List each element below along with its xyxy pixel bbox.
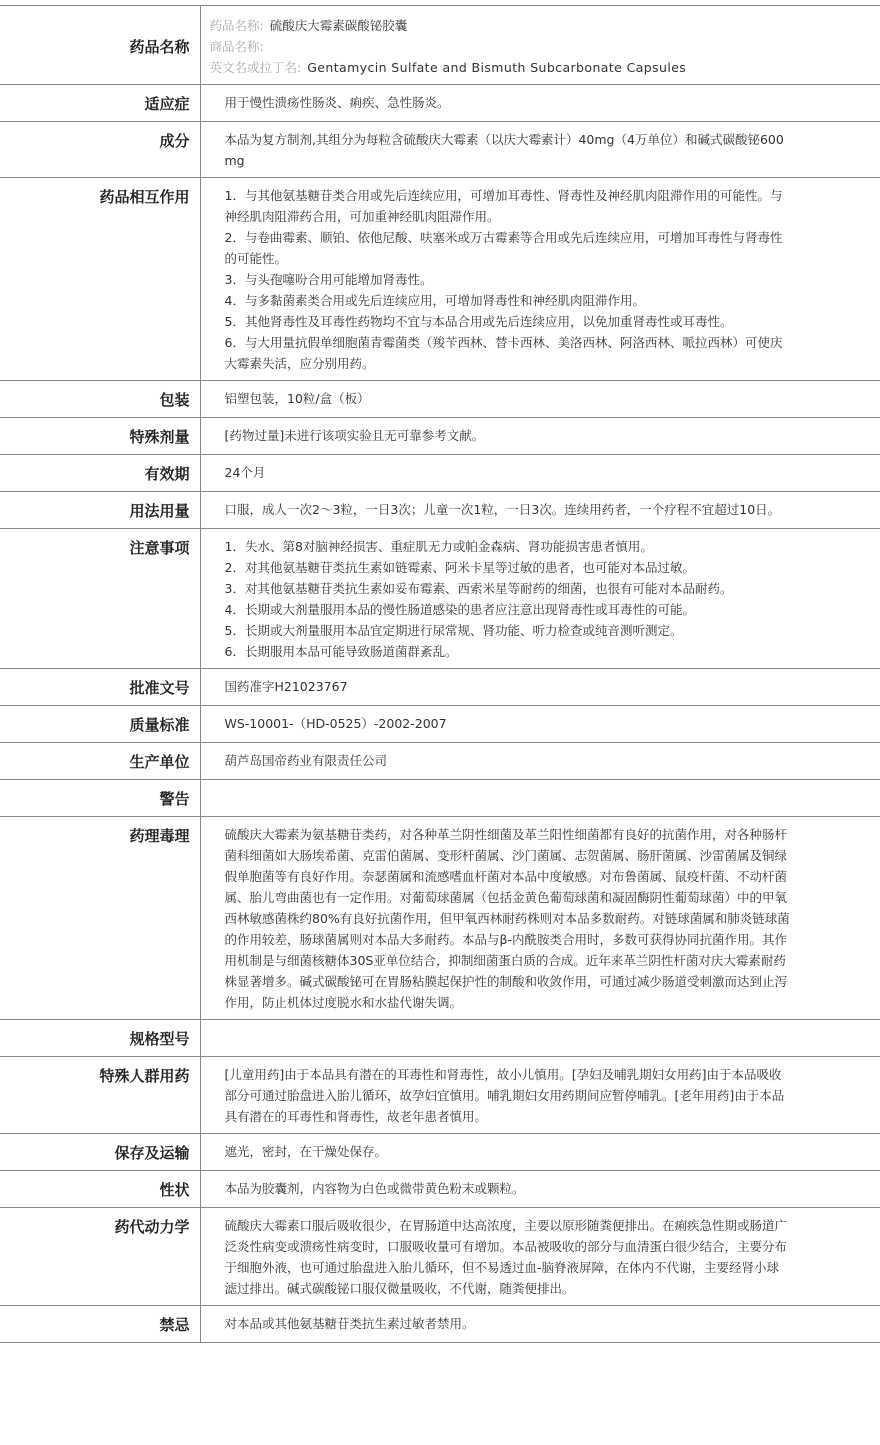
generic-name-key: 药品名称: xyxy=(209,18,264,33)
drug-info-sheet xyxy=(0,5,880,1343)
row-label: 批准文号 xyxy=(0,669,200,706)
row-value-line: WS-10001-（HD-0525）-2002-2007 xyxy=(224,716,447,731)
row-label: 药品相互作用 xyxy=(0,178,200,381)
row-label: 药理毒理 xyxy=(0,817,200,1020)
table-row-drug-name xyxy=(0,6,880,85)
row-value xyxy=(200,817,880,1020)
row-value-line: 本品为胶囊剂，内容物为白色或微带黄色粉末或颗粒。 xyxy=(224,1181,525,1196)
table-row xyxy=(0,1306,880,1343)
table-row xyxy=(0,780,880,817)
row-value-line: 3．与头孢噻吩合用可能增加肾毒性。 xyxy=(224,272,433,287)
table-row xyxy=(0,492,880,529)
row-value-line: 4．长期或大剂量服用本品的慢性肠道感染的患者应注意出现肾毒性或耳毒性的可能。 xyxy=(224,602,695,617)
row-value-line: 对本品或其他氨基糖苷类抗生素过敏者禁用。 xyxy=(224,1316,475,1331)
table-row xyxy=(0,1171,880,1208)
row-value xyxy=(200,1134,880,1171)
table-row xyxy=(0,1020,880,1057)
table-row xyxy=(0,817,880,1020)
english-name-line xyxy=(210,57,791,78)
trade-name-line xyxy=(210,36,791,57)
row-label: 包装 xyxy=(0,381,200,418)
table-row xyxy=(0,743,880,780)
row-value-line: [药物过量]未进行该项实验且无可靠参考文献。 xyxy=(224,428,485,443)
row-label: 特殊剂量 xyxy=(0,418,200,455)
row-value-line: 葫芦岛国帝药业有限责任公司 xyxy=(224,753,388,768)
row-label: 有效期 xyxy=(0,455,200,492)
row-value-line: 6．与大用量抗假单细胞菌青霉菌类（羧苄西林、替卡西林、美洛西林、阿洛西林、哌拉西林）可使庆大霉素失活，应分别用药。 xyxy=(224,335,783,371)
row-value-line: 遮光，密封，在干燥处保存。 xyxy=(224,1144,388,1159)
drug-info-table xyxy=(0,5,880,1343)
row-value xyxy=(200,381,880,418)
table-row xyxy=(0,529,880,669)
row-value xyxy=(200,743,880,780)
generic-name-line xyxy=(210,15,791,36)
row-value xyxy=(200,1057,880,1134)
table-row xyxy=(0,669,880,706)
generic-name-value: 硫酸庆大霉素碳酸铋胶囊 xyxy=(269,18,408,33)
row-value-line: 口服，成人一次2～3粒，一日3次；儿童一次1粒，一日3次。连续用药者，一个疗程不宜超过10日。 xyxy=(224,502,781,517)
row-label: 适应症 xyxy=(0,85,200,122)
row-value-line: 1．与其他氨基糖苷类合用或先后连续应用，可增加耳毒性、肾毒性及神经肌肉阻滞作用的可能性。与神经肌肉阻滞药合用，可加重神经肌肉阻滞作用。 xyxy=(224,188,783,224)
row-value-line: 用于慢性溃疡性肠炎、痢疾、急性肠炎。 xyxy=(224,95,450,110)
row-value-line: 4．与多黏菌素类合用或先后连续应用，可增加肾毒性和神经肌肉阻滞作用。 xyxy=(224,293,645,308)
row-label: 保存及运输 xyxy=(0,1134,200,1171)
row-label: 药代动力学 xyxy=(0,1208,200,1306)
row-label: 用法用量 xyxy=(0,492,200,529)
table-row xyxy=(0,455,880,492)
row-value-line: 5．其他肾毒性及耳毒性药物均不宜与本品合用或先后连续应用，以免加重肾毒性或耳毒性。 xyxy=(224,314,733,329)
drug-name-cell xyxy=(200,6,880,85)
row-value xyxy=(200,85,880,122)
row-value-line: 3．对其他氨基糖苷类抗生素如妥布霉素、西索米星等耐药的细菌，也很有可能对本品耐药。 xyxy=(224,581,733,596)
row-value-line: 2．与卷曲霉素、顺铂、依他尼酸、呋塞米或万古霉素等合用或先后连续应用，可增加耳毒性与肾毒性的可能性。 xyxy=(224,230,783,266)
row-label: 注意事项 xyxy=(0,529,200,669)
table-row xyxy=(0,706,880,743)
english-name-key: 英文名或拉丁名: xyxy=(209,60,302,75)
row-value-line: 5．长期或大剂量服用本品宜定期进行尿常规、肾功能、听力检查或纯音测听测定。 xyxy=(224,623,683,638)
row-label: 成分 xyxy=(0,122,200,178)
table-row xyxy=(0,1134,880,1171)
row-value xyxy=(200,178,880,381)
row-value-line: 24个月 xyxy=(224,465,266,480)
row-value-line: 2．对其他氨基糖苷类抗生素如链霉素、阿米卡星等过敏的患者，也可能对本品过敏。 xyxy=(224,560,695,575)
row-value-line: 6．长期服用本品可能导致肠道菌群紊乱。 xyxy=(224,644,458,659)
row-label: 禁忌 xyxy=(0,1306,200,1343)
row-value-line: 铝塑包装，10粒/盒（板） xyxy=(224,391,370,406)
row-value xyxy=(200,418,880,455)
row-label: 特殊人群用药 xyxy=(0,1057,200,1134)
row-value-line: [儿童用药]由于本品具有潜在的耳毒性和肾毒性，故小儿慎用。[孕妇及哺乳期妇女用药]由于本品吸收部分可通过胎盘进入胎儿循环，故孕妇宜慎用。哺乳期妇女用药期间应暂停哺乳。[老年用药]由于本品具有潜在的耳毒性和肾毒性，故老年患者慎用。 xyxy=(224,1067,785,1124)
row-label: 质量标准 xyxy=(0,706,200,743)
table-row xyxy=(0,1057,880,1134)
row-value-line: 硫酸庆大霉素为氨基糖苷类药，对各种革兰阴性细菌及革兰阳性细菌都有良好的抗菌作用，对各种肠杆菌科细菌如大肠埃希菌、克雷伯菌属、变形杆菌属、沙门菌属、志贺菌属、肠肝菌属、沙雷菌属及铜绿假单胞菌等有良好作用。奈瑟菌属和流感嗜血杆菌对本品中度敏感。对布鲁菌属、鼠疫杆菌、不动杆菌属、胎儿弯曲菌也有一定作用。对葡萄球菌属（包括金黄色葡萄球菌和凝固酶阴性葡萄球菌）中的甲氧西林敏感菌株约80%有良好抗菌作用，但甲氧西林耐药株则对本品多数耐药。对链球菌属和肺炎链球菌的作用较差，肠球菌属则对本品大多耐药。本品与β-内酰胺类合用时，多数可获得协同抗菌作用。其作用机制是与细菌核糖体30S亚单位结合，抑制细菌蛋白质的合成。近年来革兰阴性杆菌对庆大霉素耐药株显著增多。碱式碳酸铋可在胃肠粘膜起保护性的制酸和收敛作用，可通过减少肠道受刺激而达到止泻作用，防止机体过度脱水和水盐代谢失调。 xyxy=(224,827,790,1010)
row-label: 规格型号 xyxy=(0,1020,200,1057)
table-row xyxy=(0,418,880,455)
row-value xyxy=(200,706,880,743)
row-value-line: 硫酸庆大霉素口服后吸收很少，在胃肠道中达高浓度，主要以原形随粪便排出。在痢疾急性期或肠道广泛炎性病变或溃疡性病变时，口服吸收量可有增加。本品被吸收的部分与血清蛋白很少结合，主要分布于细胞外液，也可通过胎盘进入胎儿循环，但不易透过血-脑脊液屏障，在体内不代谢，主要经肾小球滤过排出。碱式碳酸铋口服仅微量吸收，不代谢，随粪便排出。 xyxy=(224,1218,788,1296)
row-value xyxy=(200,122,880,178)
table-row xyxy=(0,178,880,381)
row-value xyxy=(200,1020,880,1057)
row-value xyxy=(200,780,880,817)
row-value xyxy=(200,455,880,492)
row-value xyxy=(200,1306,880,1343)
english-name-value: Gentamycin Sulfate and Bismuth Subcarbonate Capsules xyxy=(307,60,687,75)
table-row xyxy=(0,381,880,418)
row-label: 性状 xyxy=(0,1171,200,1208)
row-value xyxy=(200,529,880,669)
row-value-line: 国药准字H21023767 xyxy=(224,679,348,694)
row-value xyxy=(200,1208,880,1306)
row-label: 药品名称 xyxy=(0,6,200,85)
row-value-line: 1．失水、第8对脑神经损害、重症肌无力或帕金森病、肾功能损害患者慎用。 xyxy=(224,539,653,554)
row-label: 生产单位 xyxy=(0,743,200,780)
table-row xyxy=(0,122,880,178)
row-value xyxy=(200,669,880,706)
row-value-line: 本品为复方制剂,其组分为每粒含硫酸庆大霉素（以庆大霉素计）40mg（4万单位）和碱式碳酸铋600mg xyxy=(224,132,784,168)
trade-name-key: 商品名称: xyxy=(209,39,264,54)
row-value xyxy=(200,1171,880,1208)
row-value xyxy=(200,492,880,529)
table-row xyxy=(0,1208,880,1306)
table-row xyxy=(0,85,880,122)
row-label: 警告 xyxy=(0,780,200,817)
